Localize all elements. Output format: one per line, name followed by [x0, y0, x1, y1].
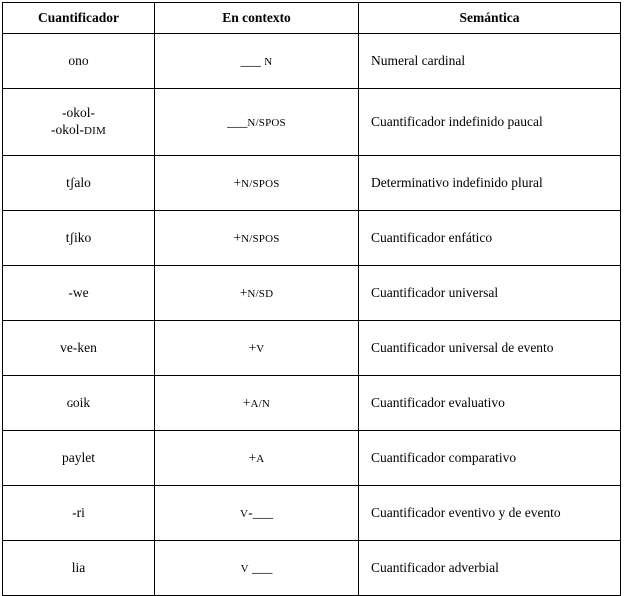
cell-semantics: Determinativo indefinido plural	[359, 156, 621, 211]
quantifier-line: paylet	[62, 449, 95, 465]
context-suffix: ___	[248, 559, 273, 575]
context-category-smallcaps: N/SPOS	[247, 116, 286, 129]
cell-context	[155, 431, 359, 486]
context-prefix: +	[248, 449, 257, 465]
quantifier-line: -ri	[72, 504, 85, 520]
cell-quantifier	[3, 431, 155, 486]
context-category-smallcaps: N/SD	[247, 287, 274, 300]
cell-quantifier	[3, 376, 155, 431]
quantifier-table	[2, 2, 621, 596]
context-category-smallcaps: A/N	[250, 397, 271, 410]
context-category-smallcaps: N	[264, 55, 273, 68]
cell-semantics: Cuantificador enfático	[359, 211, 621, 266]
quantifier-line: tʃalo	[66, 174, 91, 190]
table-row	[3, 34, 621, 89]
cell-context	[155, 156, 359, 211]
context-notation	[227, 114, 286, 129]
context-notation	[241, 560, 273, 575]
column-header-quantifier: Cuantificador	[3, 3, 155, 34]
cell-quantifier	[3, 89, 155, 156]
cell-semantics: Numeral cardinal	[359, 34, 621, 89]
table-row	[3, 266, 621, 321]
context-notation	[249, 450, 265, 465]
quantifier-line: ono	[68, 52, 89, 68]
quantifier-line: tʃiko	[65, 229, 92, 245]
table-row	[3, 486, 621, 541]
context-suffix: -___	[248, 504, 273, 520]
cell-semantics: Cuantificador indefinido paucal	[359, 89, 621, 156]
table-body	[3, 34, 621, 596]
table-row	[3, 376, 621, 431]
context-category-smallcaps: V	[240, 507, 249, 520]
quantifier-line: -okol-DIM	[51, 122, 106, 137]
quantifier-line: -okol-	[62, 105, 95, 121]
quantifier-line: ɢoik	[66, 394, 91, 410]
table-row	[3, 156, 621, 211]
context-prefix: +	[239, 284, 248, 300]
cell-quantifier	[3, 541, 155, 596]
cell-quantifier	[3, 211, 155, 266]
cell-context	[155, 486, 359, 541]
table-row	[3, 211, 621, 266]
cell-quantifier	[3, 321, 155, 376]
cell-context	[155, 321, 359, 376]
context-notation	[249, 340, 265, 355]
cell-semantics: Cuantificador comparativo	[359, 431, 621, 486]
quantifier-line: ve-ken	[60, 339, 97, 355]
table-header-row	[3, 3, 621, 34]
cell-context	[155, 211, 359, 266]
column-header-semantics: Semántica	[359, 3, 621, 34]
context-category-smallcaps: V	[256, 342, 265, 355]
context-notation	[243, 395, 270, 410]
table-header	[3, 3, 621, 34]
column-header-context: En contexto	[155, 3, 359, 34]
context-notation	[241, 53, 273, 68]
cell-context	[155, 266, 359, 321]
cell-context	[155, 89, 359, 156]
table-row	[3, 321, 621, 376]
cell-quantifier	[3, 156, 155, 211]
cell-semantics: Cuantificador adverbial	[359, 541, 621, 596]
cell-semantics: Cuantificador universal de evento	[359, 321, 621, 376]
cell-quantifier	[3, 266, 155, 321]
context-notation	[240, 505, 273, 520]
context-category-smallcaps: N/SPOS	[241, 232, 280, 245]
cell-quantifier	[3, 486, 155, 541]
context-category-smallcaps: V	[240, 562, 249, 575]
context-category-smallcaps: N/SPOS	[241, 177, 280, 190]
context-notation	[233, 230, 279, 245]
context-notation	[233, 175, 279, 190]
cell-context	[155, 376, 359, 431]
context-prefix: ___	[240, 52, 265, 68]
context-notation	[240, 285, 274, 300]
cell-context	[155, 34, 359, 89]
table-row	[3, 89, 621, 156]
table-row	[3, 541, 621, 596]
context-prefix: +	[242, 394, 251, 410]
table-row	[3, 431, 621, 486]
cell-semantics: Cuantificador evaluativo	[359, 376, 621, 431]
context-category-smallcaps: A	[256, 452, 265, 465]
quantifier-line: -we	[68, 284, 89, 300]
quantifier-line: lia	[71, 559, 86, 575]
context-prefix: +	[248, 339, 257, 355]
context-prefix: ___	[227, 113, 248, 129]
cell-context	[155, 541, 359, 596]
context-prefix: +	[233, 174, 242, 190]
context-prefix: +	[233, 229, 242, 245]
cell-quantifier	[3, 34, 155, 89]
cell-semantics: Cuantificador universal	[359, 266, 621, 321]
quantifier-gloss-smallcaps: DIM	[84, 125, 106, 137]
cell-semantics: Cuantificador eventivo y de evento	[359, 486, 621, 541]
